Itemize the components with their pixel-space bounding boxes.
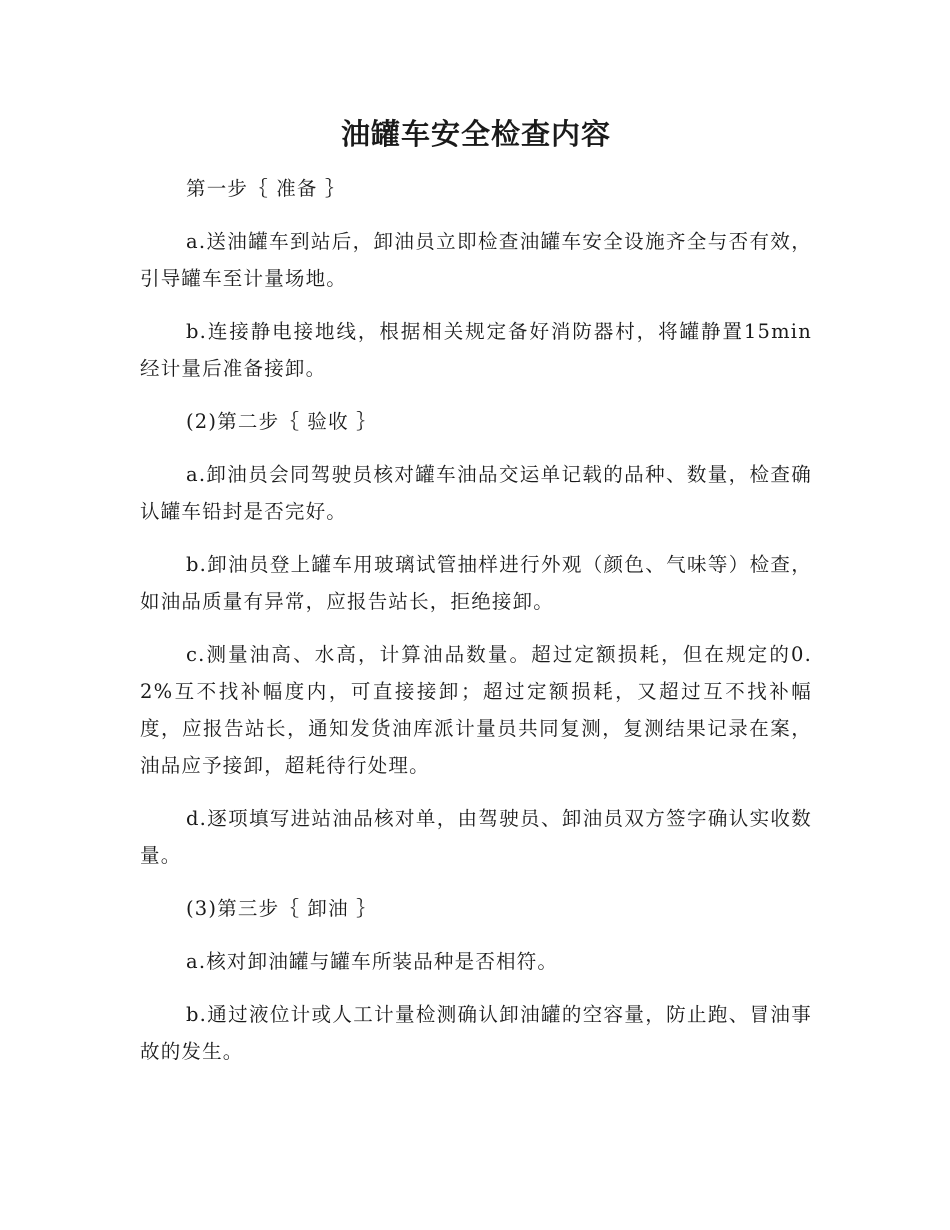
step-3-item-a: a.核对卸油罐与罐车所装品种是否相符。	[186, 950, 559, 973]
step-3-heading: (3)第三步｛ 卸油 ｝	[186, 897, 377, 920]
step-2-item-d: d.逐项填写进站油品核对单，由驾驶员、卸油员双方签字确认实收数量。	[140, 807, 812, 867]
step-1-heading: 第一步｛ 准备 ｝	[186, 177, 346, 200]
document-page	[140, 108, 812, 1086]
document-title: 油罐车安全检查内容	[340, 117, 611, 151]
step-3-item-b: b.通过液位计或人工计量检测确认卸油罐的空容量，防止跑、冒油事故的发生。	[140, 1003, 812, 1063]
step-2-heading: (2)第二步｛ 验收 ｝	[186, 410, 377, 433]
step-2-item-a: a.卸油员会同驾驶员核对罐车油品交运单记载的品种、数量，检查确认罐车铅封是否完好。	[140, 463, 812, 523]
step-2-item-c: c.测量油高、水高，计算油品数量。超过定额损耗，但在规定的0.2%互不找补幅度内，可直接接卸；超过定额损耗，又超过互不找补幅度，应报告站长，通知发货油库派计量员共同复测，复测结果记录在案，油品应予接卸，超耗待行处理。	[140, 643, 812, 777]
step-2-item-b: b.卸油员登上罐车用玻璃试管抽样进行外观（颜色、气味等）检查，如油品质量有异常，应报告站长，拒绝接卸。	[140, 553, 812, 613]
step-1-item-a: a.送油罐车到站后，卸油员立即检查油罐车安全设施齐全与否有效，引导罐车至计量场地。	[140, 230, 812, 290]
step-1-item-b: b.连接静电接地线，根据相关规定备好消防器村，将罐静置15min经计量后准备接卸。	[140, 320, 812, 380]
